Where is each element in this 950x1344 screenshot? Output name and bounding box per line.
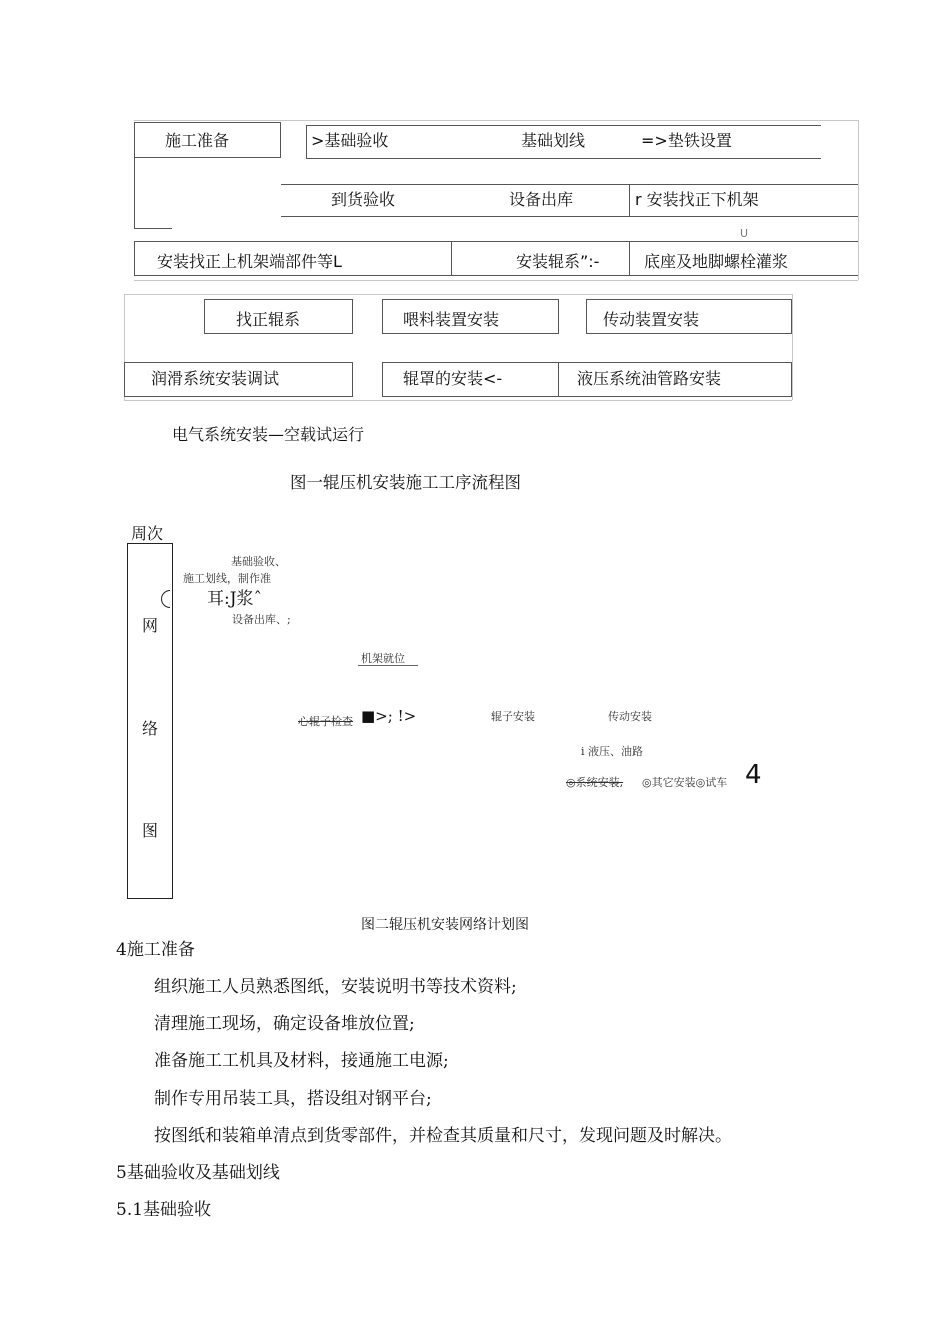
para-3: 准备施工工机具及材料，接通施工电源; xyxy=(154,1051,449,1071)
row3-top-line xyxy=(134,241,858,242)
step-chuandong: 传动装置安装 xyxy=(603,310,700,329)
left-connector xyxy=(134,158,135,228)
row3-left-line xyxy=(134,241,135,275)
frame-bottom-line xyxy=(134,280,858,281)
row2-mark: U xyxy=(740,227,749,240)
step-shang-jijia: 安装找正上机架端部件等L xyxy=(157,252,342,271)
step-shigong-zhunbei: 施工准备 xyxy=(165,131,230,150)
frame-right-line xyxy=(858,120,859,280)
row3-bottom-line xyxy=(134,275,858,276)
step-zhaozheng-gunxi: 找正辊系 xyxy=(236,310,301,329)
side-char-luo: 络 xyxy=(142,719,159,738)
step-anzhuang-gunxi: 安装辊系”:- xyxy=(516,252,600,271)
note-jichu-yanshou: 基础验收、 xyxy=(231,555,286,568)
para-4: 制作专用吊装工具，搭设组对钢平台; xyxy=(154,1089,432,1109)
side-char-tu: 图 xyxy=(142,821,159,840)
note-yeya-youlu: i 液压、油路 xyxy=(581,745,644,758)
row1-left-line xyxy=(306,125,307,158)
note-jijia-jiuwei: 机架就位 xyxy=(361,652,405,665)
step-gunzhao: 辊罩的安装<- xyxy=(403,369,503,388)
side-char-wang: 网 xyxy=(142,616,159,635)
row3-divider-1 xyxy=(451,241,452,275)
row1-top-line xyxy=(306,125,821,126)
step-dietie-shezhi: =>垫铁设置 xyxy=(641,131,732,150)
row2-bottom-line xyxy=(281,216,858,217)
note-shebei-chuku: 设备出库、; xyxy=(232,613,291,626)
note-arrow-marks: ■>; !> xyxy=(361,707,417,725)
para-5: 按图纸和装箱单清点到货零部件，并检查其质量和尺寸，发现问题及时解决。 xyxy=(154,1126,732,1146)
frame2-right-line xyxy=(792,294,793,400)
step-jichu-yanshou: >基础验收 xyxy=(311,131,389,150)
heading-5-1: 5.1基础验收 xyxy=(116,1200,212,1220)
step-weiliao: 喂料装置安装 xyxy=(403,310,500,329)
week-label: 周次 xyxy=(131,524,164,543)
frame-top-line xyxy=(134,120,858,121)
note-xitong-anzhuang: ◎系统安装, xyxy=(566,776,624,789)
para-1: 组织施工人员熟悉图纸，安装说明书等技术资料; xyxy=(154,977,517,997)
note-qita-shiche: ◎其它安装◎试车 xyxy=(642,776,728,789)
row2-divider xyxy=(629,184,630,216)
step-yeya: 液压系统油管路安装 xyxy=(577,369,722,388)
figure2-caption: 图二辊压机安装网络计划图 xyxy=(361,917,529,933)
step-daohuo-yanshou: 到货验收 xyxy=(331,190,396,209)
note-gunzi-jiancha: 心辊子检查 xyxy=(298,715,353,728)
step-runhua: 润滑系统安装调试 xyxy=(151,369,280,388)
left-connector-foot xyxy=(134,228,172,229)
note-chuandong-anzhuang: 传动安装 xyxy=(608,710,652,723)
step-shebei-chuku: 设备出库 xyxy=(509,190,574,209)
row1-bottom-line xyxy=(306,158,821,159)
heading-5: 5基础验收及基础划线 xyxy=(116,1163,280,1183)
step-xia-jijia: r 安装找正下机架 xyxy=(635,190,759,209)
row2-top-line xyxy=(281,184,858,185)
figure1-caption: 图一辊压机安装施工工序流程图 xyxy=(290,473,521,492)
frame2-bottom-line xyxy=(124,400,792,401)
step-dianqi-shiyunxing: 电气系统安装—空载试运行 xyxy=(172,425,365,444)
note-shigong-huaxian: 施工划线，制作准 xyxy=(183,572,271,585)
jijia-jiuwei-underline xyxy=(358,665,418,666)
step-jichu-huaxian: 基础划线 xyxy=(521,131,586,150)
note-node-4: 4 xyxy=(745,760,762,790)
step-dizuo-guanjiang: 底座及地脚螺栓灌浆 xyxy=(644,252,789,271)
row3-divider-2 xyxy=(629,241,630,275)
para-2: 清理施工现场，确定设备堆放位置; xyxy=(154,1014,415,1034)
note-gunzi-anzhuang: 辊子安装 xyxy=(491,710,535,723)
heading-4: 4施工准备 xyxy=(116,940,195,960)
row5-divider xyxy=(558,362,559,397)
note-erj-jiang: 耳:J浆ˆ xyxy=(207,589,263,609)
frame2-top-line xyxy=(124,294,792,295)
